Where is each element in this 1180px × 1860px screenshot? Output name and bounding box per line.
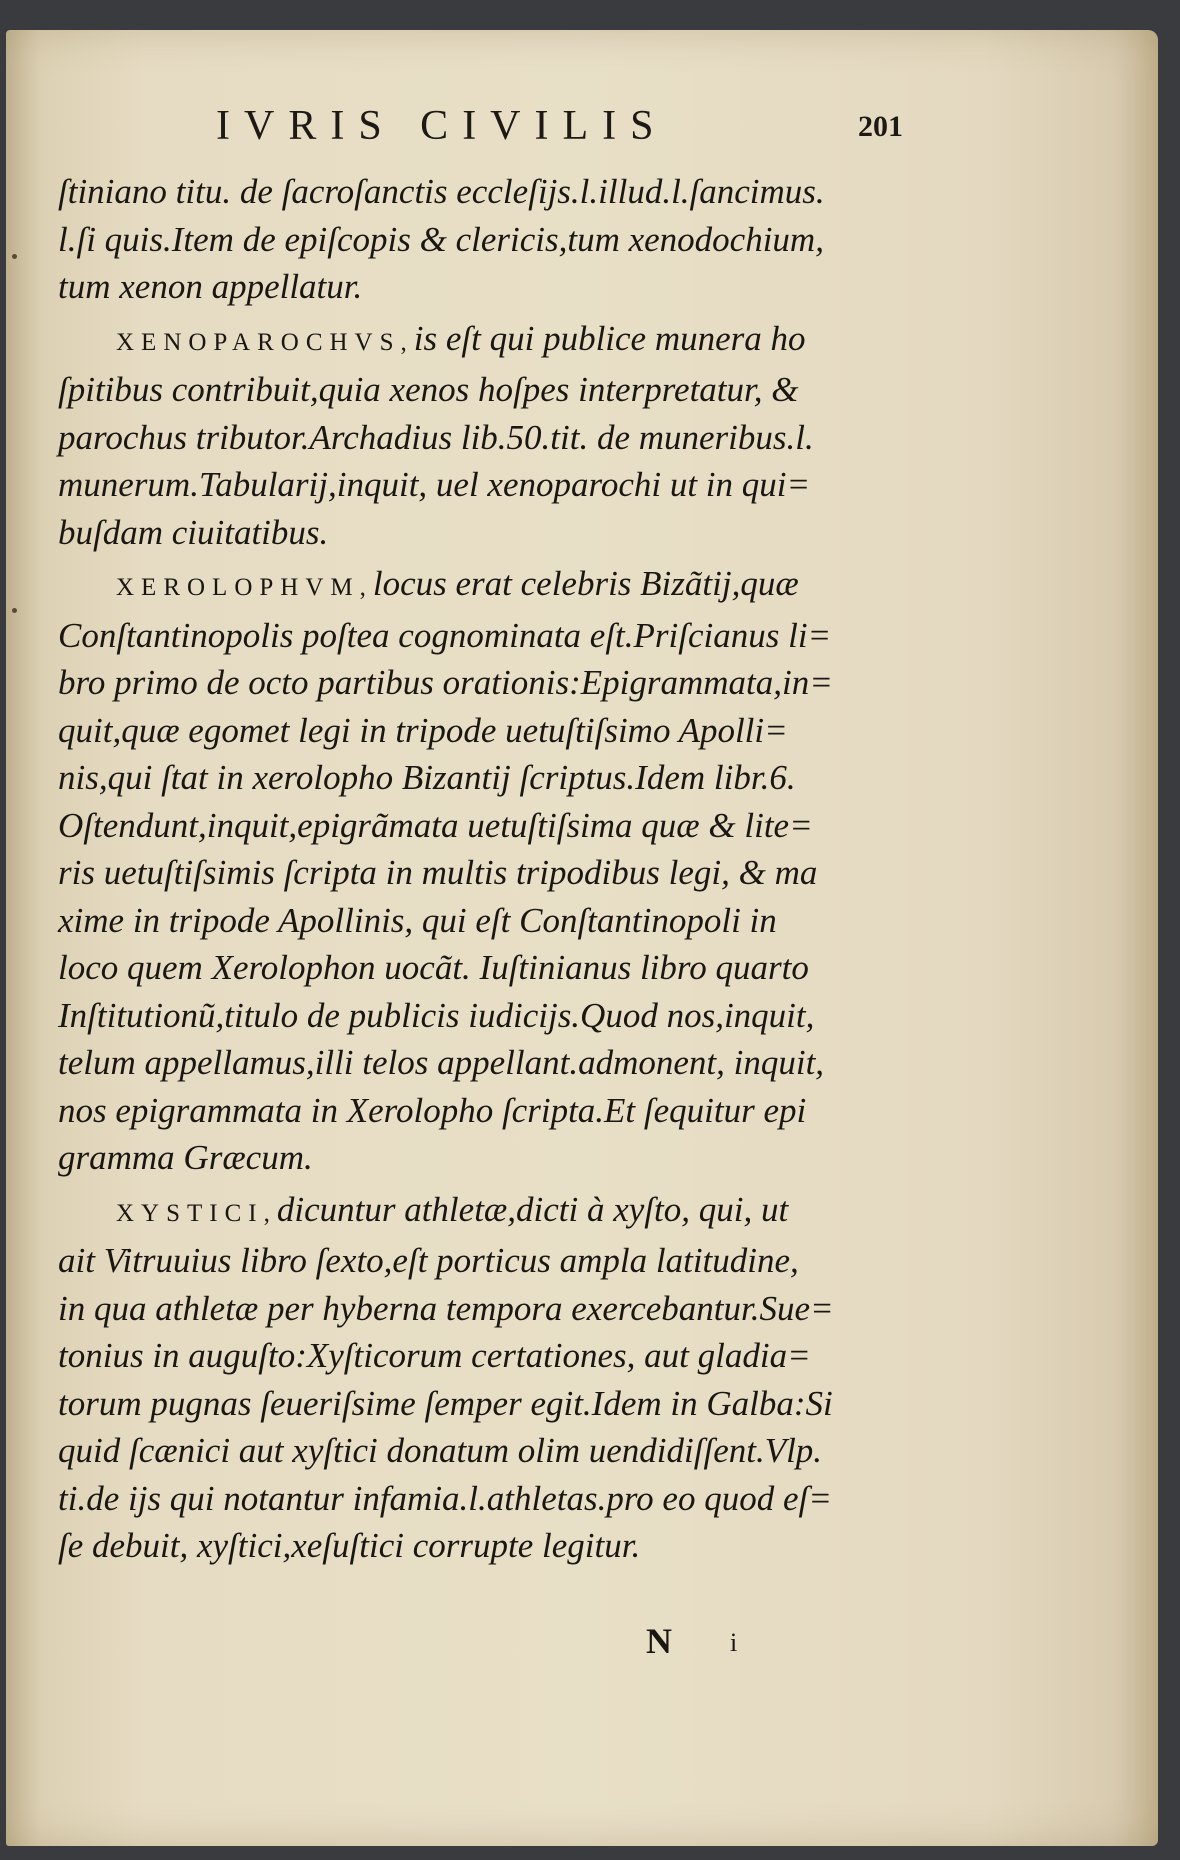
running-head [6, 100, 1158, 160]
headword: XYSTICI, [116, 1199, 277, 1227]
text-line: quid ſcænici aut xyſtici donatum olim uendidiſſent.Vlp. [58, 1431, 823, 1470]
margin-mark [12, 608, 17, 613]
headword: XENOPAROCHVS, [116, 328, 414, 356]
text-fragment: dicuntur athletæ,dicti à xyſto, qui, ut [276, 1189, 789, 1229]
text-line: ris uetuſtiſsimis ſcripta in multis tripodibus legi, & ma [58, 853, 818, 892]
text-line: loco quem Xerolophon uocãt. Iuſtinianus libro quarto [58, 948, 809, 987]
text-fragment: is eſt qui publice munera ho [413, 318, 806, 358]
book-page [6, 30, 1158, 1846]
entry-xerolophum [58, 560, 918, 1182]
text-line: in qua athletæ per hyberna tempora exercebantur.Sue= [58, 1288, 834, 1328]
text-line: telum appellamus,illi telos appellant.admonent, inquit, [58, 1043, 825, 1082]
entry-continuation [58, 168, 918, 311]
text-line: gramma Græcum. [58, 1138, 313, 1177]
text-block [58, 168, 918, 1574]
text-line: ſpitibus contribuit,quia xenos hoſpes interpretatur, & [58, 370, 799, 409]
text-line [58, 1186, 918, 1238]
text-line: buſdam ciuitatibus. [58, 512, 329, 552]
text-line: bro primo de octo partibus orationis:Epigrammata,in= [58, 663, 833, 702]
text-line: quit,quæ egomet legi in tripode uetuſtiſsimo Apolli= [58, 710, 788, 750]
text-line: Conſtantinopolis poſtea cognominata eſt.Priſcianus li= [58, 615, 832, 655]
text-line: torum pugnas ſeueriſsime ſemper egit.Idem in Galba:Si [58, 1383, 833, 1423]
text-line: Oſtendunt,inquit,epigrãmata uetuſtiſsima quæ & lite= [58, 805, 813, 845]
text-line [58, 560, 918, 612]
text-line: ti.de ijs qui notantur infamia.l.athletas.pro eo quod eſ= [58, 1478, 832, 1518]
text-line: parochus tributor.Archadius lib.50.tit. de muneribus.l. [58, 417, 814, 457]
text-line: munerum.Tabularij,inquit, uel xenoparochi ut in qui= [58, 465, 811, 504]
entry-xystici [58, 1186, 918, 1570]
text-line: ſtiniano titu. de ſacroſanctis eccleſijs.l.illud.l.ſancimus. [58, 172, 825, 211]
text-line: xime in tripode Apollinis, qui eſt Conſtantinopoli in [58, 900, 777, 940]
signature-mark: i [730, 1628, 738, 1657]
text-line: nos epigrammata in Xerolopho ſcripta.Et ſequitur epi [58, 1090, 807, 1130]
text-line: Inſtitutionũ,titulo de publicis iudicijs.Quod nos,inquit, [58, 995, 815, 1035]
text-line: l.ſi quis.Item de epiſcopis & clericis,tum xenodochium, [58, 219, 824, 259]
headword: XEROLOPHVM, [116, 574, 373, 601]
text-line: tonius in auguſto:Xyſticorum certationes, aut gladia= [58, 1336, 811, 1375]
text-line: nis,qui ſtat in xerolopho Bizantij ſcriptus.Idem libr.6. [58, 758, 796, 797]
text-line [58, 315, 918, 367]
folio-number: 201 [858, 110, 903, 143]
margin-mark [12, 254, 17, 259]
catchword: N [646, 1621, 672, 1661]
entry-xenoparochus [58, 315, 918, 557]
text-fragment: locus erat celebris Bizãtij,quæ [372, 564, 799, 603]
text-line: tum xenon appellatur. [58, 267, 363, 306]
running-head-title: IVRIS CIVILIS [216, 103, 668, 149]
text-line: ſe debuit, xyſtici,xeſuſtici corrupte legitur. [58, 1526, 641, 1565]
text-line: ait Vitruuius libro ſexto,eſt porticus ampla latitudine, [58, 1241, 799, 1280]
